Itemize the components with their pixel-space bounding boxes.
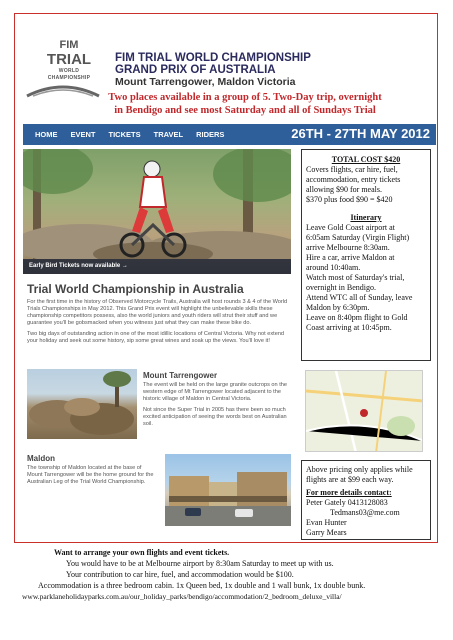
total-cost-heading: TOTAL COST $420: [331, 155, 401, 164]
logo-text-world: WORLD: [58, 68, 80, 74]
availability-note: [75, 91, 415, 117]
event-venue: Mount Tarrengower, Maldon Victoria: [115, 76, 296, 88]
contact-box: [301, 460, 431, 540]
itinerary-line: Watch most of Saturday's trial,: [306, 273, 405, 282]
trial-rider-icon: [118, 159, 188, 259]
footer-notes: [0, 547, 453, 602]
logo-text-championship: CHAMPIONSHIP: [47, 75, 91, 81]
accommodation-link[interactable]: www.parklaneholidayparks.com.au/our_holiday_parks/bendigo/accommodation/2_bedroom_deluxe_villa/: [22, 592, 342, 601]
nav-item-riders[interactable]: RIDERS: [196, 130, 225, 139]
cost-line: accommodation, entry tickets: [306, 175, 401, 184]
nav-item-event[interactable]: EVENT: [70, 130, 96, 139]
rocks-icon: [27, 369, 137, 439]
cost-line: Covers flights, car hire, fuel,: [306, 165, 398, 174]
hero-photo: [23, 149, 291, 274]
maldon-heading: Maldon: [27, 454, 55, 463]
footer-line: Want to arrange your own flights and event tickets.: [54, 548, 230, 557]
event-title: FIM TRIAL WORLD CHAMPIONSHIP: [115, 52, 311, 64]
map-roads-icon: [306, 371, 423, 452]
nav-item-travel[interactable]: TRAVEL: [153, 130, 184, 139]
footer-line: You would have to be at Melbourne airport by 8:30am Saturday to meet up with us.: [66, 559, 334, 568]
cost-itinerary-box: [301, 149, 431, 361]
event-subtitle: GRAND PRIX OF AUSTRALIA: [115, 64, 276, 76]
mt-paragraph: The event will be held on the large granite outcrops on the western edge of Mt Tarrengower located adjacent to the historic village of Maldon in Central Victoria.: [143, 382, 287, 402]
itinerary-line: Coast arriving at 10:45pm.: [306, 323, 392, 332]
footer-line: Your contribution to car hire, fuel, and accommodation would be $100.: [66, 570, 294, 579]
nav-item-home[interactable]: HOME: [35, 130, 58, 139]
logo-text-trial: TRIAL: [46, 51, 92, 68]
itinerary-line: arrive Melbourne 8:30am.: [306, 243, 390, 252]
itinerary-line: Hire a car, arrive Maldon at: [306, 253, 395, 262]
cost-line: allowing $90 for meals.: [306, 185, 382, 194]
itinerary-line: 6:05am Saturday (Virgin Flight): [306, 233, 410, 242]
article-title: Trial World Championship in Australia: [27, 282, 244, 296]
location-map[interactable]: [305, 370, 423, 452]
cost-line: $370 plus food $90 = $420: [306, 195, 393, 204]
footer-line: Accommodation is a three bedroom cabin. 1x Queen bed, 1x double and 1 wall bunk, 1x double bunk.: [38, 581, 366, 590]
pricing-note: Above pricing only applies while flights are at $99 each way.: [306, 465, 413, 484]
maldon-body: The township of Maldon located at the base of Mount Tarrengower will be the home ground for the Australian Leg of the Trial World Championship.: [27, 465, 154, 485]
availability-note-line1: Two places available in a group of 5. Two-Day trip, overnight: [108, 92, 382, 103]
mt-paragraph: Not since the Super Trial in 2005 has there been so much excited anticipation of seeing the words best on Australian soil.: [143, 407, 287, 427]
event-flyer: [14, 13, 438, 543]
availability-note-line2: in Bendigo and see most Saturday and all of Sundays Trial: [114, 105, 376, 116]
itinerary-line: Leave Gold Coast airport at: [306, 223, 395, 232]
contact-peter: Peter Gately 0413128083: [306, 498, 388, 507]
mount-tarrengower-photo: [27, 369, 137, 439]
contact-garry: Garry Mears: [306, 528, 347, 537]
contact-evan: Evan Hunter: [306, 518, 347, 527]
itinerary-line: Attend WTC all of Sunday, leave: [306, 293, 413, 302]
nav-item-tickets[interactable]: TICKETS: [108, 130, 141, 139]
itinerary-line: overnight in Bendigo.: [306, 283, 376, 292]
early-bird-banner[interactable]: Early Bird Tickets now available →: [23, 259, 291, 274]
maldon-street-photo: [165, 454, 291, 526]
article-paragraph: Two big days of outstanding action in one of the most idillic locations of Central Victoria. Why not extend your holiday and seek out some history, sip some great wines and soak up the views. You'll love it!: [27, 331, 285, 344]
itinerary-heading: Itinerary: [350, 213, 382, 222]
event-date: 26TH - 27TH MAY 2012: [291, 126, 430, 141]
itinerary-line: Leave on 8:40pm flight to Gold: [306, 313, 408, 322]
logo-text-fim: FIM: [59, 39, 79, 51]
itinerary-line: Maldon by 6:30pm.: [306, 303, 370, 312]
mount-tarrengower-body: [143, 382, 291, 432]
article-paragraph: For the first time in the history of Observed Motorcycle Trails, Australia will host rounds 3 & 4 of the World Trials Championships in May 2012. This Grand Prix event will highlight the unbelievable skills these championship competitors possess, also the world juniors and youth riders will strut their stuff and we guarantee you'll be gobsmacked when you witness just what they can make these bike do.: [27, 299, 288, 326]
contact-email[interactable]: Tedmans03@me.com: [330, 508, 400, 517]
nav-bar: [23, 124, 436, 145]
itinerary-line: around 10:40am.: [306, 263, 361, 272]
town-buildings-icon: [165, 454, 291, 526]
contact-heading: For more details contact:: [306, 488, 392, 497]
mount-tarrengower-heading: Mount Tarrengower: [143, 371, 218, 380]
article-body: [27, 299, 291, 349]
